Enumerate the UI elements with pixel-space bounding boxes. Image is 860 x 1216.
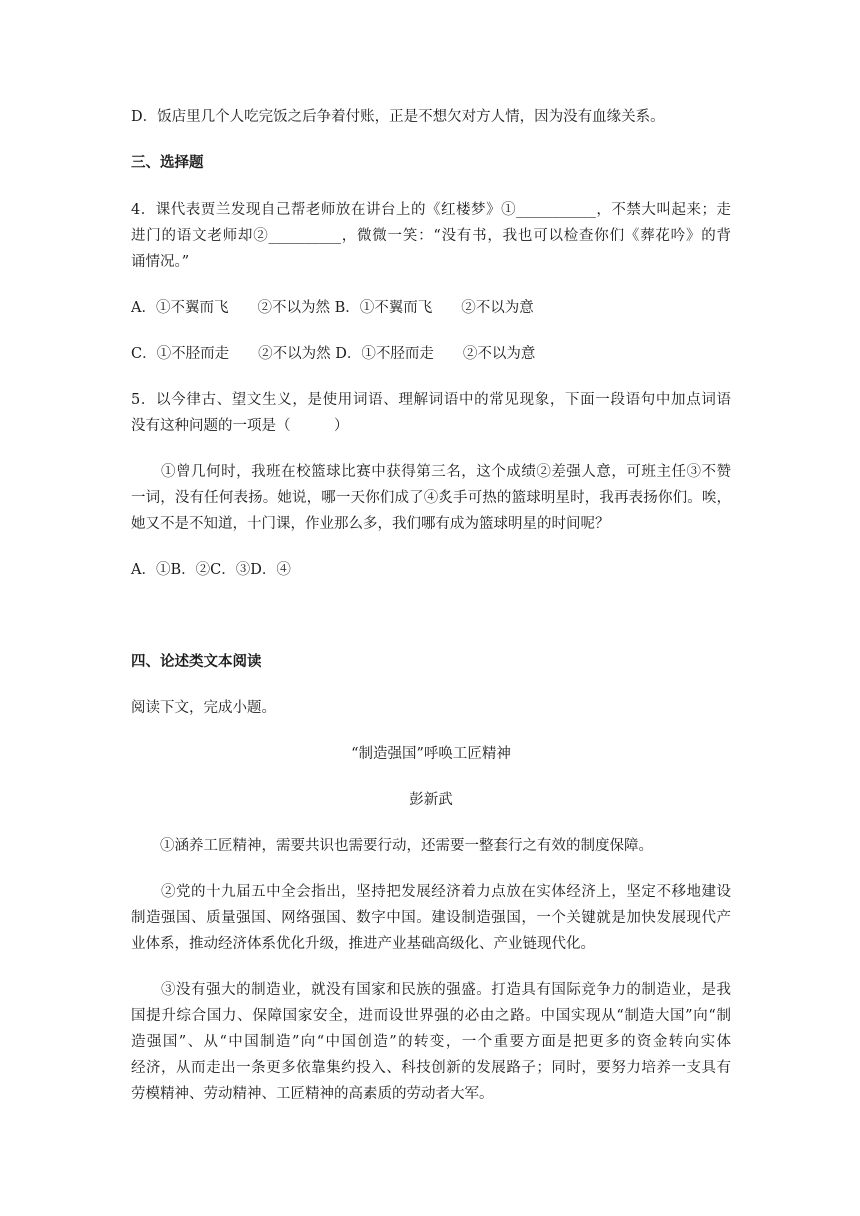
- question-5-passage: [131, 459, 731, 537]
- paragraph-line: 经济，从而走出一条更多依靠集约投入、科技创新的发展路子；同时，要努力培养一支具有: [131, 1060, 731, 1076]
- stem-line: 进门的语文老师却②__________，微微一笑：“没有书，我也可以检查你们《葬花吟》的背: [131, 228, 731, 244]
- stem-line: 诵情况。”: [131, 254, 190, 270]
- question-5-options: [131, 557, 731, 583]
- options-line: A．①不翼而飞 ②不以为然 B．①不翼而飞 ②不以为意: [131, 300, 534, 316]
- title-text: “制造强国”呼唤工匠精神: [351, 746, 511, 762]
- paragraph-line: 制造强国、质量强国、网络强国、数字中国。建设制造强国，一个关键就是加快发展现代产: [131, 910, 731, 926]
- passage-line: ①曾几何时，我班在校篮球比赛中获得第三名，这个成绩②差强人意，可班主任③不赞: [131, 464, 731, 480]
- stem-line: 4．课代表贾兰发现自己帮老师放在讲台上的《红楼梦》①___________，不禁大叫起来；走: [131, 202, 731, 218]
- question-5-stem: [131, 387, 731, 439]
- passage-line: 一词，没有任何表扬。她说，哪一天你们成了④炙手可热的篮球明星时，我再表扬你们。唉，: [131, 490, 731, 506]
- article-author: [131, 787, 731, 813]
- paragraph-line: 劳模精神、劳动精神、工匠精神的高素质的劳动者大军。: [131, 1086, 494, 1102]
- question-3-option-d: [131, 104, 731, 130]
- section-title: 四、论述类文本阅读: [131, 654, 262, 670]
- article-title: [131, 741, 731, 767]
- paragraph-line: ③没有强大的制造业，就没有国家和民族的强盛。打造具有国际竞争力的制造业，是我: [131, 982, 731, 998]
- question-4-stem: [131, 197, 731, 275]
- options-line: C．①不胫而走 ②不以为然 D．①不胫而走 ②不以为意: [131, 346, 536, 362]
- paragraph-1: [131, 833, 731, 859]
- stem-line: 5．以今律古、望文生义，是使用词语、理解词语中的常见现象，下面一段语句中加点词语: [131, 392, 731, 408]
- author-text: 彭新武: [409, 792, 453, 808]
- reading-instruction: [131, 695, 731, 721]
- paragraph-line: ①涵养工匠精神，需要共识也需要行动，还需要一整套行之有效的制度保障。: [131, 838, 653, 854]
- instruction-text: 阅读下文，完成小题。: [131, 700, 276, 716]
- section-title: 三、选择题: [131, 155, 204, 171]
- section-4-heading: [131, 649, 731, 675]
- option-line: D．饭店里几个人吃完饭之后争着付账，正是不想欠对方人情，因为没有血缘关系。: [131, 109, 665, 125]
- stem-line: 没有这种问题的一项是（ ）: [131, 418, 349, 434]
- paragraph-3: [131, 977, 731, 1107]
- section-3-heading: [131, 150, 731, 176]
- paragraph-2: [131, 879, 731, 957]
- question-4-options-cd: [131, 341, 731, 367]
- paragraph-line: 国提升综合国力、保障国家安全，进而设世界强的必由之路。中国实现从“制造大国”向“制: [131, 1008, 731, 1024]
- question-4-options-ab: [131, 295, 731, 321]
- paragraph-line: 业体系，推动经济体系优化升级，推进产业基础高级化、产业链现代化。: [131, 936, 595, 952]
- passage-line: 她又不是不知道，十门课，作业那么多，我们哪有成为篮球明星的时间呢？: [131, 516, 610, 532]
- options-line: A．①B．②C．③D．④: [131, 562, 291, 578]
- paragraph-line: 造强国”、从“中国制造”向“中国创造”的转变，一个重要方面是把更多的资金转向实体: [131, 1034, 731, 1050]
- paragraph-line: ②党的十九届五中全会指出，坚持把发展经济着力点放在实体经济上，坚定不移地建设: [131, 884, 731, 900]
